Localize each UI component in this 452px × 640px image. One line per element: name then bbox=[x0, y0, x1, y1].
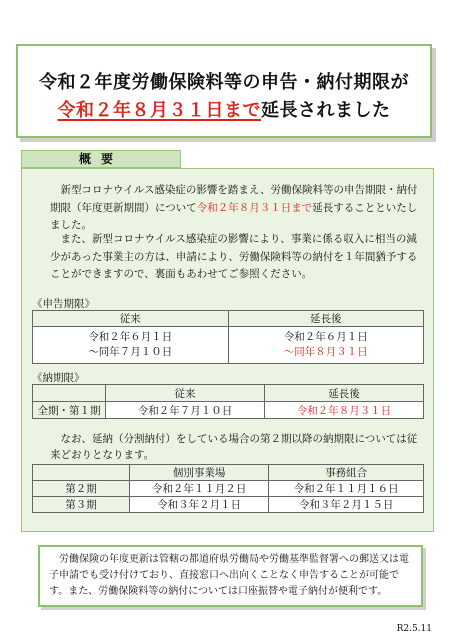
payment-deadline-table bbox=[32, 384, 424, 419]
installment-individual-cell: 令和２年１１月２日 bbox=[130, 481, 269, 497]
title-line-1: 令和２年度労働保険料等の申告・納付期限が bbox=[39, 72, 409, 93]
para1-text-b: 延長することといたしました。 bbox=[50, 201, 418, 231]
filing-before-line-2: 〜同年７月１０日 bbox=[88, 346, 173, 358]
payment-row-label: 全期・第１期 bbox=[33, 402, 106, 419]
title-line-2 bbox=[18, 96, 430, 122]
installment-row-label: 第３期 bbox=[33, 497, 130, 513]
installment-association-cell: 令和３年２月１５日 bbox=[269, 497, 424, 513]
para1-text-a: 新型コロナウイルス感染症の影響を踏まえ、労働保険料等の申告期限・納付期限（年度更新期間）について bbox=[50, 184, 418, 214]
payment-deadline-label: 《納期限》 bbox=[32, 372, 85, 384]
summary-paragraph-1 bbox=[50, 182, 426, 235]
footer-note-box bbox=[38, 545, 423, 607]
summary-panel bbox=[21, 168, 434, 532]
filing-before-line-1: 令和２年６月１日 bbox=[88, 331, 173, 343]
summary-paragraph-2: また、新型コロナウイルス感染症の影響により、事業に係る収入に相当の減少があった事業主の方は、申請により、労働保険料等の納付を１年間猶予することができますので、裏面もあわせてご参照ください。 bbox=[50, 233, 418, 280]
payment-header-after: 延長後 bbox=[265, 385, 424, 402]
installment-header-blank bbox=[33, 465, 130, 481]
summary-heading: 概要 bbox=[21, 150, 181, 168]
document-date-code: R2.5.11 bbox=[396, 624, 432, 634]
filing-header-after: 延長後 bbox=[228, 311, 424, 327]
filing-header-before: 従来 bbox=[33, 311, 229, 327]
installment-association-cell: 令和２年１１月１６日 bbox=[269, 481, 424, 497]
installment-individual-cell: 令和３年２月１日 bbox=[130, 497, 269, 513]
filing-after-cell bbox=[228, 327, 424, 364]
filing-deadline-label: 《申告期限》 bbox=[32, 298, 95, 310]
filing-after-line-2: 〜同年８月３１日 bbox=[283, 346, 368, 358]
installment-note: なお、延納（分割納付）をしている場合の第２期以降の納期限については従来どおりとなります。 bbox=[50, 433, 418, 461]
filing-after-line-1: 令和２年６月１日 bbox=[283, 331, 368, 343]
installment-header-association: 事務組合 bbox=[269, 465, 424, 481]
installment-row-label: 第２期 bbox=[33, 481, 130, 497]
title-deadline-highlight: 令和２年８月３１日まで bbox=[57, 100, 261, 121]
payment-after-cell: 令和２年８月３１日 bbox=[265, 402, 424, 419]
installment-table bbox=[32, 464, 424, 513]
filing-before-cell bbox=[33, 327, 229, 364]
payment-header-before: 従来 bbox=[106, 385, 265, 402]
payment-header-blank bbox=[33, 385, 106, 402]
para1-deadline-highlight: 令和２年８月３１日まで bbox=[196, 201, 313, 214]
footer-note-text: 労働保険の年度更新は管轄の都道府県労働局や労働基準監督署への郵送又は電子申請でも受け付けており、直接窓口へ出向くことなく申告することが可能です。また、労働保険料等の納付については口座振替や電子納付が便利です。 bbox=[49, 554, 409, 597]
payment-before-cell: 令和２年７月１０日 bbox=[106, 402, 265, 419]
filing-deadline-table bbox=[32, 310, 424, 364]
title-extended-text: 延長されました bbox=[261, 100, 391, 121]
installment-header-individual: 個別事業場 bbox=[130, 465, 269, 481]
title-banner bbox=[16, 44, 432, 138]
